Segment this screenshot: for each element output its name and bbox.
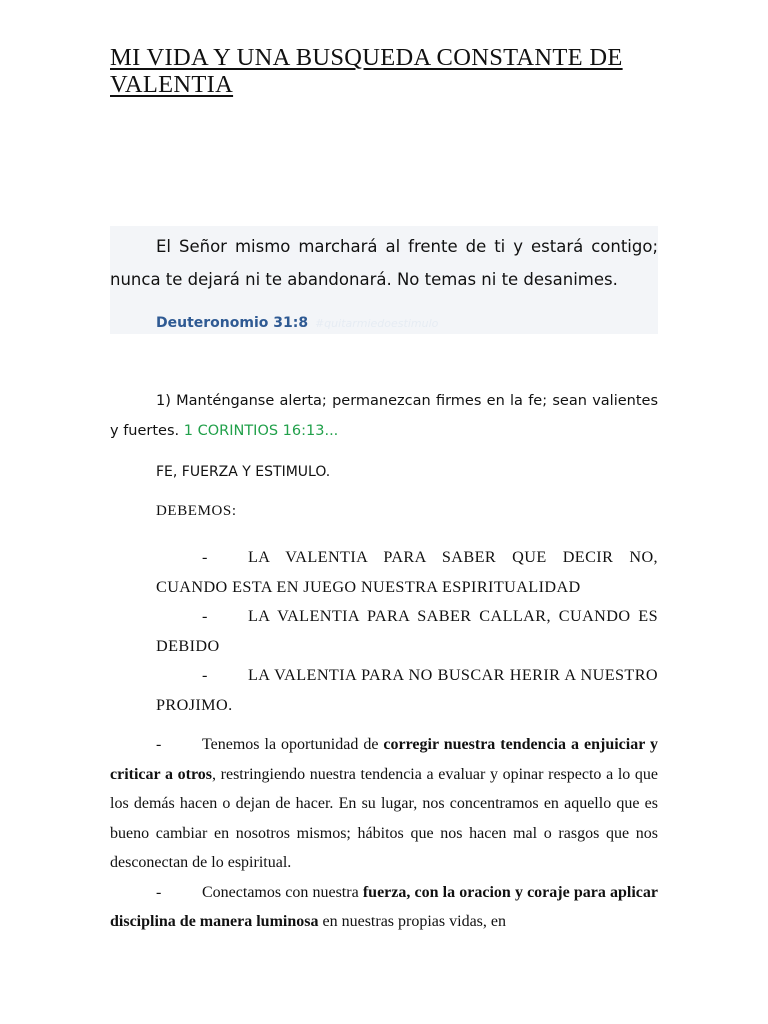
body-text-run: en nuestras propias vidas, en [322,913,506,930]
paragraph-verse [110,386,658,446]
list-item-text: LA VALENTIA PARA SABER CALLAR, CUANDO ES DEBIDO [156,607,658,655]
section-subtitle: FE, FUERZA Y ESTIMULO. [156,464,331,480]
valentia-list [156,543,658,720]
body-bold-run: fuerza, con la oracion y coraje para aplicar disciplina de manera luminosa [110,883,658,930]
quote-hashtag: #quitarmiedoestimulo [314,317,439,330]
verse-text: 1) Manténganse alerta; permanezcan firmes en la fe; sean valientes y fuertes. [110,393,658,439]
list-item-text: LA VALENTIA PARA NO BUSCAR HERIR A NUESTRO PROJIMO. [156,666,658,714]
dash-marker: - [202,607,208,625]
list-item [156,543,658,602]
list-item-text: LA VALENTIA PARA SABER QUE DECIR NO, CUANDO ESTA EN JUEGO NUESTRA ESPIRITUALIDAD [156,548,658,596]
document-title: MI VIDA Y UNA BUSQUEDA CONSTANTE DE VALENTIA [110,44,623,98]
dash-marker: - [156,883,162,901]
body-paragraph [110,878,658,937]
dash-marker: - [202,666,208,684]
debemos-heading: DEBEMOS: [156,503,237,519]
quote-text: El Señor mismo marchará al frente de ti y estará contigo; nunca te dejará ni te abandonará. No temas ni te desanimes. [110,237,658,289]
list-item [156,661,658,720]
body-bold-run: corregir nuestra tendencia a enjuiciar y criticar a otros [110,736,659,783]
dash-marker: - [202,548,208,566]
quote-reference [156,315,438,331]
list-item [156,602,658,661]
verse-reference: 1 CORINTIOS 16:13... [183,423,339,439]
bible-quote-box [110,226,658,334]
body-text-run: Conectamos con nuestra [202,883,359,901]
quote-reference-text: Deuteronomio 31:8 [156,315,309,331]
body-text-run: Tenemos la oportunidad de [202,736,379,753]
dash-marker: - [156,736,162,753]
body-paragraph [110,730,658,878]
body-text [110,730,658,937]
body-text-run: , restringiendo nuestra tendencia a evaluar y opinar respecto a lo que los demás hacen o dejan de hacer. En su lugar, nos concentramos en aquello que es bueno cambiar en nosotros mismos; hábitos que nos hacen mal o rasgos que nos desconectan de lo espiritual. [110,765,659,871]
